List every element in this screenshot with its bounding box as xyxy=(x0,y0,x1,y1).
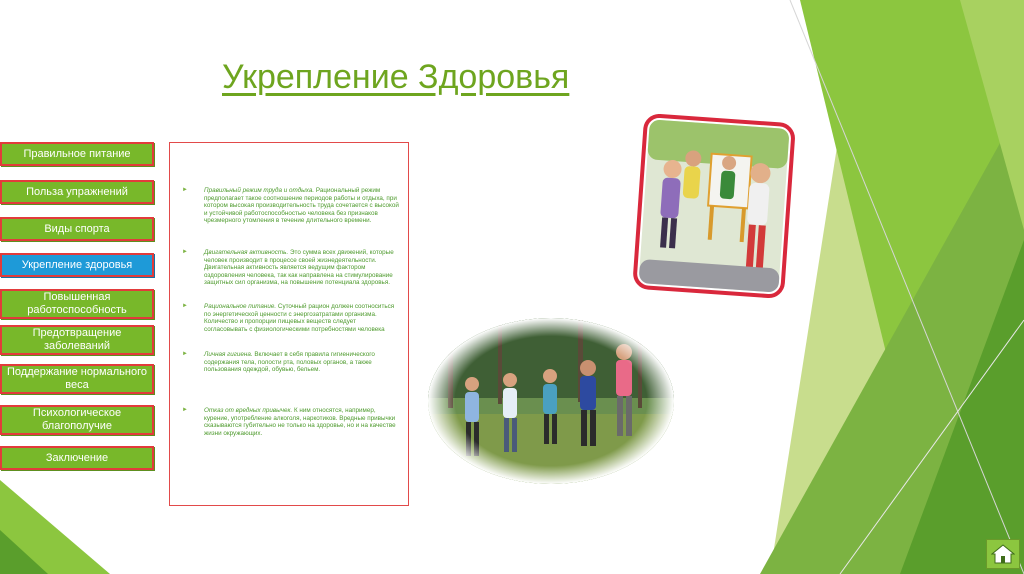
list-item: ► Двигательная активность. Это сумма всех движений, которые человек производит в процессе своей жизнедеятельности. Двигательная активность является ведущим фактором оздоровления человека, так как направлена на стимулирование защитных сил организма, на повышение потенциала здоровья. xyxy=(182,249,394,287)
nav-button-health-strengthening[interactable]: Укрепление здоровья xyxy=(0,253,154,277)
page-title: Укрепление Здоровья xyxy=(222,58,570,96)
nav-button-weight[interactable]: Поддержание нормального веса xyxy=(0,364,154,394)
list-item: ► Рациональное питание. Суточный рацион должен соотноситься по энергетической ценности с энергозатратами организма. Количество и пропорции пищевых веществ следует согласовывать с физиологическими потребностями человека xyxy=(182,303,395,333)
nav-button-psychological[interactable]: Психологическое благополучие xyxy=(0,405,154,435)
nav-button-sports[interactable]: Виды спорта xyxy=(0,217,154,241)
nav-button-nutrition[interactable]: Правильное питание xyxy=(0,142,154,166)
children-photo xyxy=(630,114,798,300)
nav-button-conclusion[interactable]: Заключение xyxy=(0,446,154,470)
triangle-bullet-icon: ► xyxy=(182,407,188,413)
nav-button-disease-prevention[interactable]: Предотвращение заболеваний xyxy=(0,325,154,355)
triangle-bullet-icon: ► xyxy=(182,249,188,255)
triangle-bullet-icon: ► xyxy=(182,187,188,193)
home-icon xyxy=(991,544,1015,564)
exercise-photo xyxy=(428,318,674,484)
triangle-bullet-icon: ► xyxy=(182,303,188,309)
nav-button-exercise-benefits[interactable]: Польза упражнений xyxy=(0,180,154,204)
list-item: ► Личная гигиена. Включает в себя правила гигиенического содержания тела, полости рта, половых органов, а также пользования одеждой, обувью, бельем. xyxy=(182,351,375,374)
nav-button-performance[interactable]: Повышенная работоспособность xyxy=(0,289,154,319)
list-item: ► Правильный режим труда и отдыха. Рациональный режим предполагает такое соотношение периодов работы и отдыха, при котором высокая производительность труда сочетается с высокой и устойчивой работоспособностью человека без признаков чрезмерного утомления в течение длительного времени. xyxy=(182,187,399,225)
list-item: ► Отказ от вредных привычек. К ним относятся, например, курение, употребление алкоголя, наркотиков. Вредные привычки сказываются губительно не только на здоровье, но и на качестве жизни окружающих. xyxy=(182,407,396,437)
content-text-box xyxy=(169,142,409,506)
triangle-bullet-icon: ► xyxy=(182,351,188,357)
home-button[interactable] xyxy=(986,539,1020,569)
